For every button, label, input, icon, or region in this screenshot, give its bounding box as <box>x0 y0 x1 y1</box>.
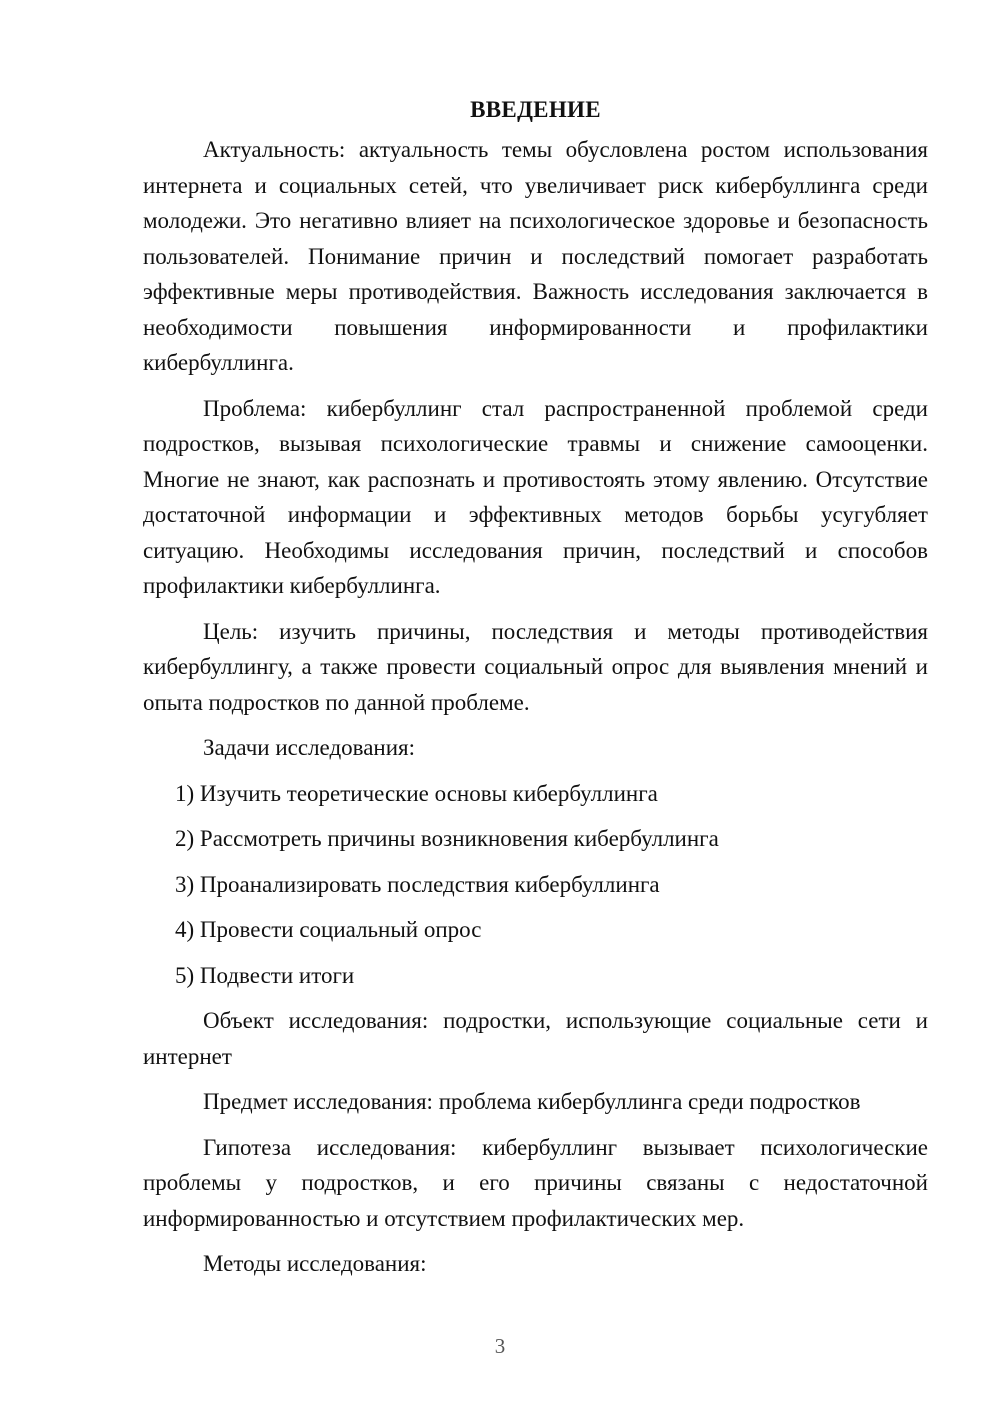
page-title: ВВЕДЕНИЕ <box>470 97 601 122</box>
list-item: 5) Подвести итоги <box>175 962 355 988</box>
list-item: 2) Рассмотреть причины возникновения кибербуллинга <box>175 826 719 851</box>
list-item: 1) Изучить теоретические основы кибербуллинга <box>175 780 658 806</box>
page-number: 3 <box>494 1334 506 1358</box>
paragraph-problem: Проблема: кибербуллинг стал распространенной проблемой среди подростков, вызывая психологические травмы и снижение самооценки. Многие не знают, как распознать и противостоять этому явлению. Отсутствие достаточной информации и эффективных методов борьбы усугубляет ситуацию. Необходимы исследования причин, последствий и способов профилактики кибербуллинга. <box>143 395 928 598</box>
list-item: 4) Провести социальный опрос <box>175 917 482 942</box>
tasks-heading: Задачи исследования: <box>203 735 416 760</box>
paragraph-hypothesis: Гипотеза исследования: кибербуллинг вызывает психологические проблемы у подростков, и его причины связаны с недостаточной информированностью и отсутствием профилактических мер. <box>143 1134 928 1231</box>
paragraph-relevance: Актуальность: актуальность темы обусловлена ростом использования интернета и социальных сетей, что увеличивает риск кибербуллинга среди молодежи. Это негативно влияет на психологическое здоровье и безопасность пользователей. Понимание причин и последствий помогает разработать эффективные меры противодействия. Важность исследования заключается в необходимости повышения информированности и профилактики кибербуллинга. <box>143 137 928 375</box>
tasks-list <box>143 776 928 994</box>
list-item: 3) Проанализировать последствия кибербуллинга <box>175 871 660 897</box>
paragraph-object: Объект исследования: подростки, использующие социальные сети и интернет <box>143 1008 928 1069</box>
paragraph-subject: Предмет исследования: проблема кибербуллинга среди подростков <box>203 1089 861 1114</box>
paragraph-goal: Цель: изучить причины, последствия и методы противодействия кибербуллингу, а также провести социальный опрос для выявления мнений и опыта подростков по данной проблеме. <box>143 618 928 715</box>
methods-heading: Методы исследования: <box>203 1251 427 1276</box>
document-page <box>143 92 928 1292</box>
